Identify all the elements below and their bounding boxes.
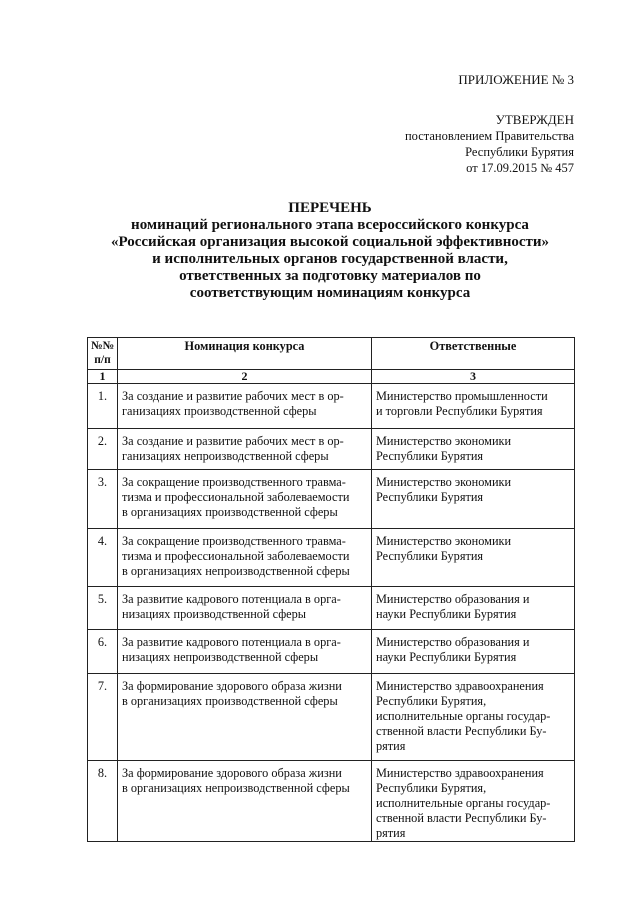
title-line: ответственных за подготовку материалов по bbox=[179, 268, 481, 284]
column-number: 3 bbox=[372, 370, 575, 384]
responsible-text-line: Министерство экономики bbox=[376, 534, 512, 548]
nomination-text-line: За формирование здорового образа жизни bbox=[122, 766, 342, 780]
row-number: 1. bbox=[88, 384, 118, 429]
title-line: ПЕРЕЧЕНЬ bbox=[288, 200, 372, 216]
approval-line: Республики Бурятия bbox=[465, 145, 574, 159]
table-row bbox=[88, 587, 575, 630]
responsible-text-line: Министерство здравоохранения bbox=[376, 766, 544, 780]
nomination-cell bbox=[118, 587, 372, 630]
nomination-text-line: За создание и развитие рабочих мест в ор- bbox=[122, 389, 344, 403]
nomination-text-line: низациях производственной сферы bbox=[122, 607, 307, 621]
row-number: 6. bbox=[88, 630, 118, 674]
responsible-text-line: Республики Бурятия, bbox=[376, 694, 487, 708]
nomination-text-line: За сокращение производственного травма- bbox=[122, 534, 346, 548]
nomination-text-line: тизма и профессиональной заболеваемости bbox=[122, 549, 350, 563]
table-row bbox=[88, 674, 575, 761]
header-number-line: №№ bbox=[90, 340, 115, 352]
responsible-text-line: Республики Бурятия bbox=[376, 449, 484, 463]
approval-title: УТВЕРЖДЕН bbox=[495, 112, 574, 127]
responsible-text-line: ственной власти Республики Бу- bbox=[376, 724, 547, 738]
appendix-label: ПРИЛОЖЕНИЕ № 3 bbox=[458, 72, 574, 87]
row-number: 8. bbox=[88, 761, 118, 842]
row-number: 2. bbox=[88, 429, 118, 470]
approval-block bbox=[405, 112, 574, 176]
table-header-row bbox=[88, 338, 575, 370]
responsible-cell bbox=[372, 761, 575, 842]
row-number: 5. bbox=[88, 587, 118, 630]
responsible-text-line: Министерство здравоохранения bbox=[376, 679, 544, 693]
nomination-cell bbox=[118, 761, 372, 842]
nomination-text-line: в организациях непроизводственной сферы bbox=[122, 564, 350, 578]
nomination-text-line: За сокращение производственного травма- bbox=[122, 475, 346, 489]
responsible-cell bbox=[372, 587, 575, 630]
responsible-cell bbox=[372, 529, 575, 587]
responsible-text-line: рятия bbox=[376, 739, 406, 753]
nomination-cell bbox=[118, 630, 372, 674]
header-responsible: Ответственные bbox=[372, 338, 575, 370]
nomination-text-line: в организациях производственной сферы bbox=[122, 505, 338, 519]
responsible-text-line: науки Республики Бурятия bbox=[376, 607, 517, 621]
nominations-table bbox=[87, 337, 575, 842]
table-row bbox=[88, 470, 575, 529]
table-row bbox=[88, 630, 575, 674]
responsible-text-line: Министерство промышленности bbox=[376, 389, 548, 403]
table-row bbox=[88, 761, 575, 842]
responsible-text-line: рятия bbox=[376, 826, 406, 840]
title-line: соответствующим номинациям конкурса bbox=[189, 285, 471, 301]
responsible-text-line: Министерство экономики bbox=[376, 434, 512, 448]
responsible-text-line: науки Республики Бурятия bbox=[376, 650, 517, 664]
header-number-line: п/п bbox=[94, 354, 111, 366]
table-row bbox=[88, 429, 575, 470]
responsible-text-line: ственной власти Республики Бу- bbox=[376, 811, 547, 825]
nomination-text-line: ганизациях непроизводственной сферы bbox=[122, 449, 329, 463]
nomination-cell bbox=[118, 529, 372, 587]
responsible-text-line: Министерство экономики bbox=[376, 475, 512, 489]
nomination-text-line: ганизациях производственной сферы bbox=[122, 404, 317, 418]
nomination-cell bbox=[118, 674, 372, 761]
nomination-text-line: За формирование здорового образа жизни bbox=[122, 679, 342, 693]
column-number-row bbox=[88, 370, 575, 384]
responsible-cell bbox=[372, 674, 575, 761]
title-line: «Российская организация высокой социальной эффективности» bbox=[110, 234, 550, 250]
column-number: 2 bbox=[118, 370, 372, 384]
responsible-text-line: Республики Бурятия bbox=[376, 490, 484, 504]
column-number: 1 bbox=[88, 370, 118, 384]
nomination-text-line: в организациях производственной сферы bbox=[122, 694, 338, 708]
nomination-cell bbox=[118, 470, 372, 529]
nomination-text-line: тизма и профессиональной заболеваемости bbox=[122, 490, 350, 504]
responsible-cell bbox=[372, 470, 575, 529]
responsible-cell bbox=[372, 630, 575, 674]
table-row bbox=[88, 384, 575, 429]
document-title bbox=[60, 200, 600, 302]
row-number: 7. bbox=[88, 674, 118, 761]
responsible-text-line: Республики Бурятия, bbox=[376, 781, 487, 795]
table-row bbox=[88, 529, 575, 587]
nomination-text-line: За создание и развитие рабочих мест в ор- bbox=[122, 434, 344, 448]
responsible-text-line: Республики Бурятия bbox=[376, 549, 484, 563]
responsible-text-line: Министерство образования и bbox=[376, 592, 530, 606]
nomination-text-line: За развитие кадрового потенциала в орга- bbox=[122, 592, 341, 606]
responsible-text-line: Министерство образования и bbox=[376, 635, 530, 649]
nomination-text-line: За развитие кадрового потенциала в орга- bbox=[122, 635, 341, 649]
approval-line: от 17.09.2015 № 457 bbox=[466, 161, 574, 175]
row-number: 4. bbox=[88, 529, 118, 587]
nomination-text-line: в организациях непроизводственной сферы bbox=[122, 781, 350, 795]
title-line: и исполнительных органов государственной власти, bbox=[152, 251, 508, 267]
nomination-cell bbox=[118, 384, 372, 429]
nomination-cell bbox=[118, 429, 372, 470]
header-number bbox=[88, 338, 118, 370]
row-number: 3. bbox=[88, 470, 118, 529]
approval-line: постановлением Правительства bbox=[404, 129, 574, 143]
responsible-text-line: и торговли Республики Бурятия bbox=[376, 404, 543, 418]
nomination-text-line: низациях непроизводственной сферы bbox=[122, 650, 319, 664]
responsible-cell bbox=[372, 429, 575, 470]
responsible-text-line: исполнительные органы государ- bbox=[376, 796, 551, 810]
title-line: номинаций регионального этапа всероссийского конкурса bbox=[131, 217, 529, 233]
header-nomination: Номинация конкурса bbox=[118, 338, 372, 370]
responsible-cell bbox=[372, 384, 575, 429]
responsible-text-line: исполнительные органы государ- bbox=[376, 709, 551, 723]
